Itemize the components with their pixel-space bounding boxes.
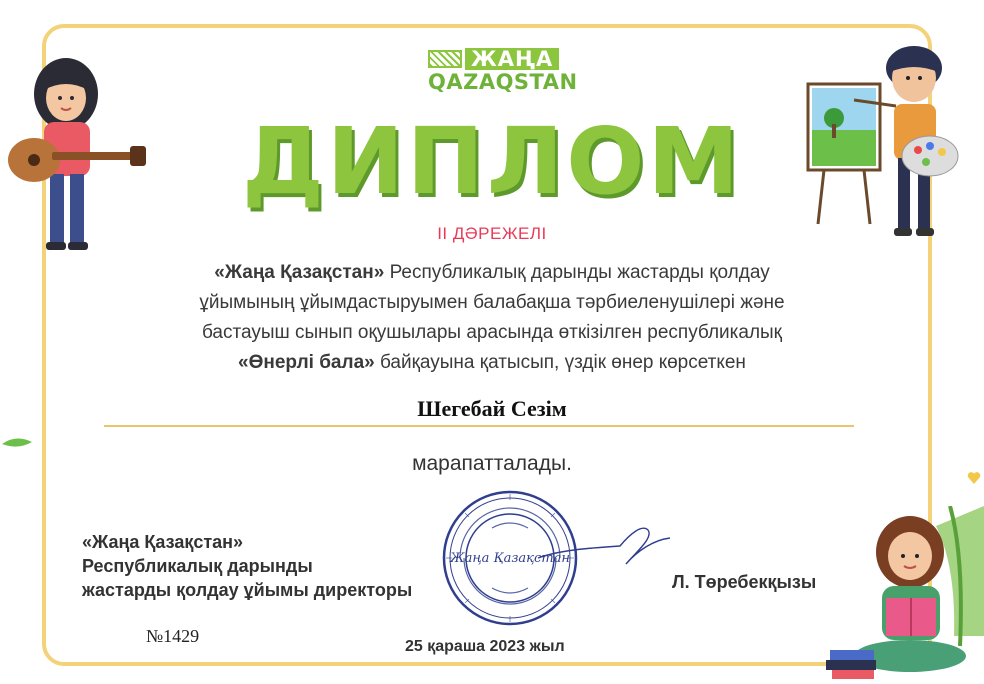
organization-name: «Жаңа Қазақстан» <box>214 262 385 283</box>
contest-name: «Өнерлі бала» <box>238 352 375 373</box>
diploma-title: ДИПЛОМ <box>241 108 743 215</box>
description-line-1: Республикалық дарынды жастарды қолдау <box>384 262 770 283</box>
degree-label: II ДӘРЕЖЕЛІ <box>437 224 547 243</box>
heart-icon <box>966 470 982 486</box>
diploma-number: №1429 <box>146 626 200 646</box>
signer-name: Л. Төребекқызы <box>672 572 817 592</box>
logo-top-word: ЖАҢА <box>465 48 559 70</box>
signature <box>530 520 680 580</box>
director-line-2: Республикалық дарынды <box>82 556 313 576</box>
issue-date: 25 қараша 2023 жыл <box>405 638 565 655</box>
jana-qazaqstan-logo <box>428 46 588 98</box>
director-line-3: жастарды қолдау ұйымы директоры <box>82 580 413 600</box>
seal-text: Жаңа Қазақстан <box>450 551 570 566</box>
award-description <box>120 258 864 378</box>
leaf-icon <box>0 432 34 450</box>
description-line-2: ұйымының ұйымдастыруымен балабақша тәрбиеленушілері және <box>199 292 785 313</box>
boy-painting-illustration <box>804 44 964 242</box>
ornament-icon <box>428 50 462 68</box>
logo-bottom-word: QAZAQSTAN <box>428 70 578 94</box>
description-line-3: бастауыш сынып оқушылары арасында өткізілген республикалық <box>201 322 782 343</box>
recipient-underline <box>104 425 854 427</box>
recipient-name: Шегебай Сезім <box>417 396 567 421</box>
award-verb: марапатталады. <box>412 452 572 475</box>
director-line-1: «Жаңа Қазақстан» <box>82 532 244 552</box>
girl-reading-illustration <box>826 506 984 684</box>
description-line-4: байқауына қатысып, үздік өнер көрсеткен <box>374 352 746 373</box>
director-title <box>82 530 412 602</box>
girl-guitar-illustration <box>4 52 150 258</box>
